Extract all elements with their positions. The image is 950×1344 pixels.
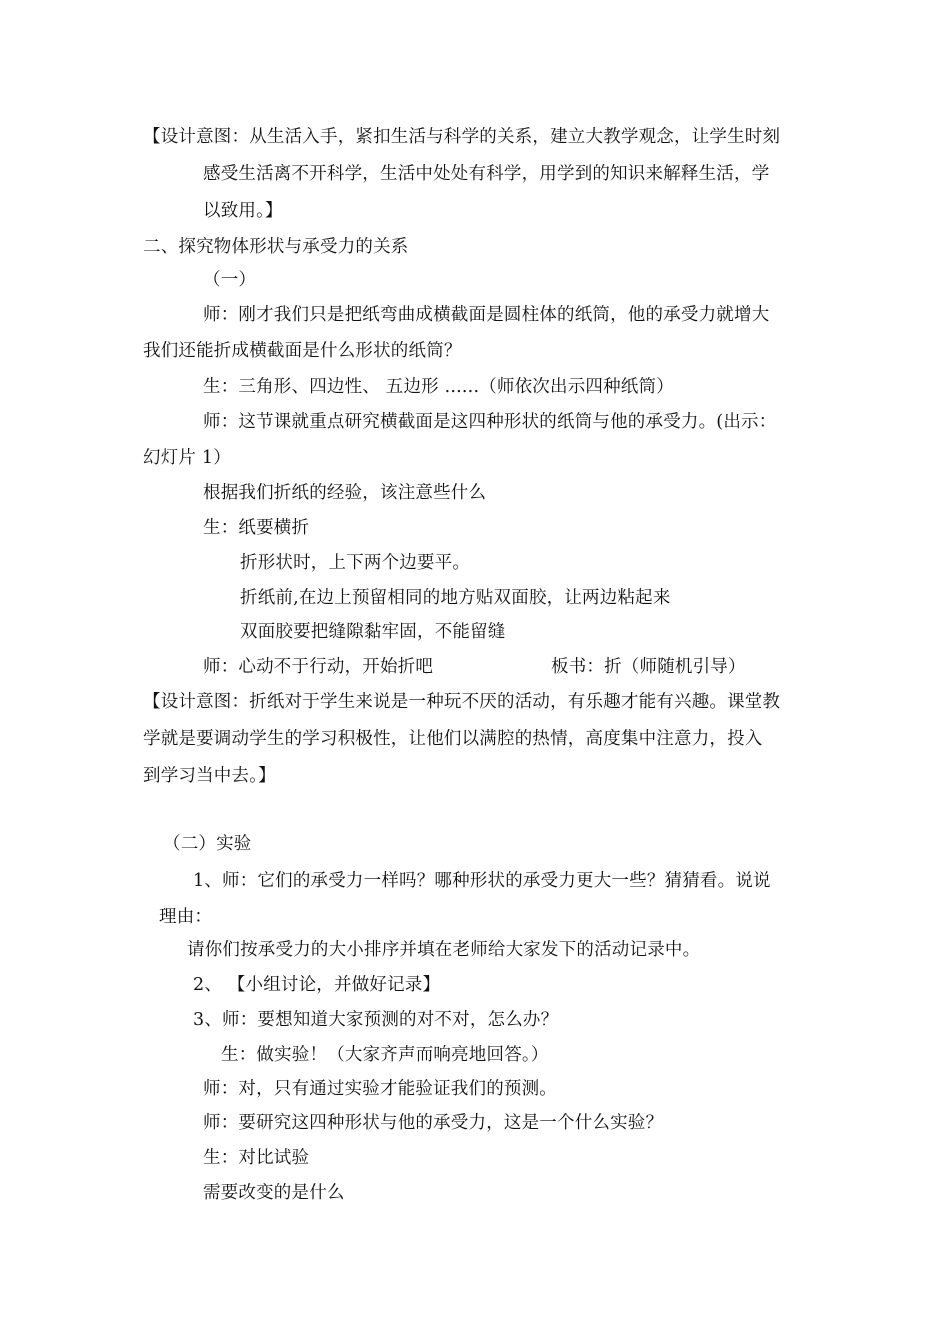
paragraph-line: 师：对，只有通过实验才能验证我们的预测。 [203,1079,557,1099]
paragraph-line: 折纸前,在边上预留相同的地方贴双面胶，让两边粘起来 [240,588,671,608]
design-intent-1-line-3: 以致用。】 [203,201,283,221]
paragraph-line: 师：刚才我们只是把纸弯曲成横截面是圆柱体的纸筒，他的承受力就增大 [203,305,770,325]
paragraph-line: 生：对比试验 [203,1148,310,1168]
subsection-two-heading: （二）实验 [163,834,252,854]
paragraph-line: 折形状时，上下两个边要平。 [240,553,471,573]
paragraph-line: 师：心动不于行动，开始折吧 [203,657,434,677]
paragraph-line: 3、师：要想知道大家预测的对不对，怎么办？ [193,1010,559,1030]
paragraph-line: 生：做实验！（大家齐声而响亮地回答。） [221,1045,549,1065]
section-heading: 二、探究物体形状与承受力的关系 [143,237,409,257]
subsection-one-heading: （一） [203,270,257,290]
paragraph-line: 2、 【小组讨论，并做好记录】 [193,975,441,995]
paragraph-line: 1、师：它们的承受力一样吗？哪种形状的承受力更大一些？猜猜看。说说 [193,871,771,891]
paragraph-line: 生：三角形、四边性、 五边形 ......（师依次出示四种纸筒） [203,377,674,397]
blackboard-note: 板书：折（师随机引导） [551,657,746,677]
design-intent-2-line-2: 学就是要调动学生的学习积极性，让他们以满腔的热情，高度集中注意力，投入 [143,729,763,749]
paragraph-line: 请你们按承受力的大小排序并填在老师给大家发下的活动记录中。 [187,940,701,960]
design-intent-1-line-1: 【设计意图：从生活入手，紧扣生活与科学的关系，建立大教学观念，让学生时刻 [143,127,781,147]
design-intent-1-line-2: 感受生活离不开科学，生活中处处有科学，用学到的知识来解释生活，学 [203,164,770,184]
paragraph-line: 需要改变的是什么 [203,1183,345,1203]
paragraph-line: 根据我们折纸的经验，该注意些什么 [203,483,487,503]
paragraph-line: 理由： [159,907,213,927]
paragraph-line: 师：这节课就重点研究横截面是这四种形状的纸筒与他的承受力。(出示： [203,412,777,432]
paragraph-line: 双面胶要把缝隙黏牢固，不能留缝 [240,622,506,642]
paragraph-line: 生：纸要横折 [203,518,310,538]
design-intent-2-line-1: 【设计意图：折纸对于学生来说是一种玩不厌的活动，有乐趣才能有兴趣。课堂教 [143,692,781,712]
paragraph-line: 师：要研究这四种形状与他的承受力，这是一个什么实验？ [203,1113,664,1133]
paragraph-line: 幻灯片 1） [143,448,231,468]
paragraph-line: 我们还能折成横截面是什么形状的纸筒？ [143,341,462,361]
design-intent-2-line-3: 到学习当中去。】 [143,766,276,786]
